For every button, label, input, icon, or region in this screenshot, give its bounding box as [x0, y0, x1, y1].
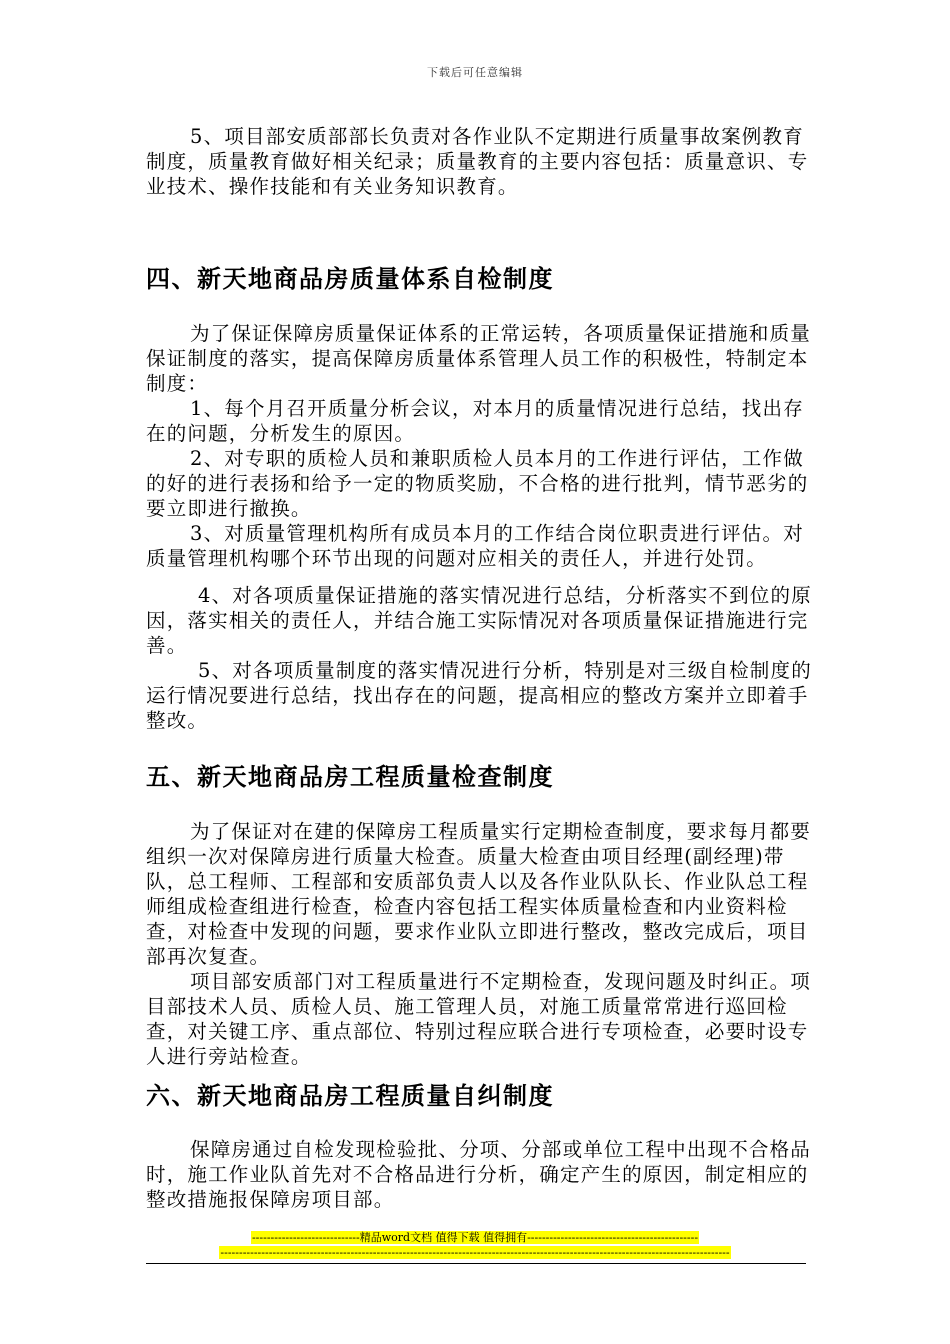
section-6-paragraph-1: 保障房通过自检发现检验批、分项、分部或单位工程中出现不合格品时，施工作业队首先对不合格品进行分析，确定产生的原因，制定相应的整改措施报保障房项目部。 [146, 1138, 812, 1211]
footer-banner-text: -----------------------------精品word文档 值得下载 值得拥有---------------------------------------------- [251, 1231, 699, 1244]
footer-banner [0, 1229, 950, 1245]
section-4-item-1: 1、每个月召开质量分析会议，对本月的质量情况进行总结，找出存在的问题，分析发生的原因。 [146, 397, 804, 445]
section-5-body [146, 819, 816, 1069]
section-4-item-2: 2、对专职的质检人员和兼职质检人员本月的工作进行评估，工作做的好的进行表扬和给予一定的物质奖励，不合格的进行批判，情节恶劣的要立即进行撤换。 [146, 447, 809, 520]
section-4-intro: 为了保证保障房质量保证体系的正常运转，各项质量保证措施和质量保证制度的落实，提高保障房质量体系管理人员工作的积极性，特制定本制度： [146, 322, 812, 395]
section-4-item-3: 3、对质量管理机构所有成员本月的工作结合岗位职责进行评估。对质量管理机构哪个环节出现的问题对应相关的责任人，并进行处罚。 [146, 522, 804, 570]
section-4-title: 四、新天地商品房质量体系自检制度 [146, 265, 554, 293]
section-6-title: 六、新天地商品房工程质量自纠制度 [146, 1082, 554, 1110]
section-4-item-4: 4、对各项质量保证措施的落实情况进行总结，分析落实不到位的原因，落实相关的责任人，并结合施工实际情况对各项质量保证措施进行完善。 [146, 584, 812, 657]
footer-dash-text: ----------------------------------------------------------------------------------------------------------------------------------------- [220, 1246, 730, 1259]
section-6-body [146, 1137, 816, 1212]
section-5-paragraph-1: 为了保证对在建的保障房工程质量实行定期检查制度，要求每月都要组织一次对保障房进行质量大检查。质量大检查由项目经理(副经理)带队，总工程师、工程部和安质部负责人以及各作业队队长、作业队总工程师组成检查组进行检查，检查内容包括工程实体质量检查和内业资料检查，对检查中发现的问题，要求作业队立即进行整改，整改完成后，项目部再次复查。 [146, 820, 812, 968]
section-5-paragraph-2: 项目部安质部门对工程质量进行不定期检查，发现问题及时纠正。项目部技术人员、质检人员、施工管理人员，对施工质量常常进行巡回检查，对关键工序、重点部位、特别过程应联合进行专项检查，必要时设专人进行旁站检查。 [146, 970, 812, 1068]
footer-dash-line [0, 1246, 950, 1259]
section-4-item-5: 5、对各项质量制度的落实情况进行分析，特别是对三级自检制度的运行情况要进行总结，找出存在的问题，提高相应的整改方案并立即着手整改。 [146, 659, 812, 732]
section-5-title: 五、新天地商品房工程质量检查制度 [146, 763, 554, 791]
intro-block [146, 124, 816, 199]
footer-divider [146, 1263, 806, 1264]
section-4-body [146, 321, 816, 733]
page-header: 下载后可任意编辑 [427, 66, 523, 79]
intro-paragraph: 5、项目部安质部部长负责对各作业队不定期进行质量事故案例教育制度，质量教育做好相关纪录；质量教育的主要内容包括：质量意识、专业技术、操作技能和有关业务知识教育。 [146, 125, 809, 198]
